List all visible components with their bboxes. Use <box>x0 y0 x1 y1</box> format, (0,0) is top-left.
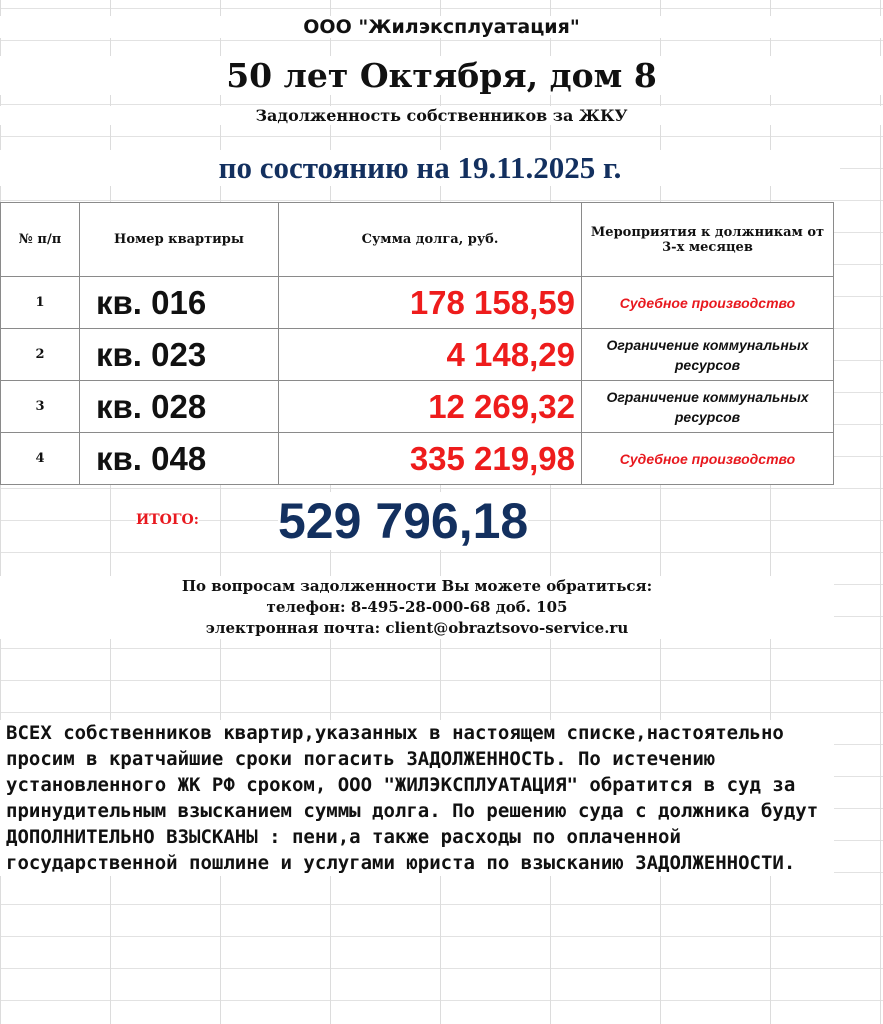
total-label: ИТОГО: <box>136 512 199 528</box>
header-debt-sum: Сумма долга, руб. <box>279 203 582 277</box>
row-apartment: кв. 016 <box>80 277 279 329</box>
contact-intro: По вопросам задолженности Вы можете обратиться: <box>181 577 653 595</box>
debt-table <box>0 202 834 485</box>
row-debt-sum: 178 158,59 <box>279 277 582 329</box>
table-row <box>1 329 834 381</box>
row-action: Ограничение коммунальных ресурсов <box>582 329 834 381</box>
organization-name: ООО "Жилэксплуатация" <box>0 16 883 38</box>
row-debt-sum: 4 148,29 <box>279 329 582 381</box>
contact-phone: телефон: 8-495-28-000-68 доб. 105 <box>266 598 568 616</box>
row-num: 2 <box>1 329 80 381</box>
header-num: № п/п <box>1 203 80 277</box>
row-apartment: кв. 048 <box>80 433 279 485</box>
report-date: по состоянию на 19.11.2025 г. <box>0 150 840 186</box>
row-debt-sum: 335 219,98 <box>279 433 582 485</box>
row-action: Судебное производство <box>582 277 834 329</box>
debt-notice-text: ВСЕХ собственников квартир,указанных в настоящем списке,настоятельно просим в кратчайшие сроки погасить ЗАДОЛЖЕННОСТЬ. По истечению установленного ЖК РФ сроком, ООО "ЖИЛЭКСПЛУАТАЦИЯ" обратится в суд за принудительным взысканием суммы долга. По решению суда с должника будут ДОПОЛНИТЕЛЬНО ВЗЫСКАНЫ : пени,а также расходы по оплаченной государственной пошлине и услугами юриста по взысканию ЗАДОЛЖЕННОСТИ. <box>0 720 834 876</box>
row-num: 3 <box>1 381 80 433</box>
table-row <box>1 381 834 433</box>
row-apartment: кв. 023 <box>80 329 279 381</box>
header-actions: Мероприятия к должникам от 3-х месяцев <box>582 203 834 277</box>
row-action: Ограничение коммунальных ресурсов <box>582 381 834 433</box>
report-subtitle: Задолженность собственников за ЖКУ <box>0 106 883 125</box>
row-num: 4 <box>1 433 80 485</box>
building-address: 50 лет Октября, дом 8 <box>0 56 883 95</box>
table-row <box>1 433 834 485</box>
contact-block <box>0 576 834 639</box>
row-action: Судебное производство <box>582 433 834 485</box>
contact-email: электронная почта: client@obraztsovo-service.ru <box>205 619 629 637</box>
row-apartment: кв. 028 <box>80 381 279 433</box>
table-header-row <box>1 203 834 277</box>
row-debt-sum: 12 269,32 <box>279 381 582 433</box>
header-apartment: Номер квартиры <box>80 203 279 277</box>
row-num: 1 <box>1 277 80 329</box>
total-value: 529 796,18 <box>278 493 529 549</box>
table-row <box>1 277 834 329</box>
